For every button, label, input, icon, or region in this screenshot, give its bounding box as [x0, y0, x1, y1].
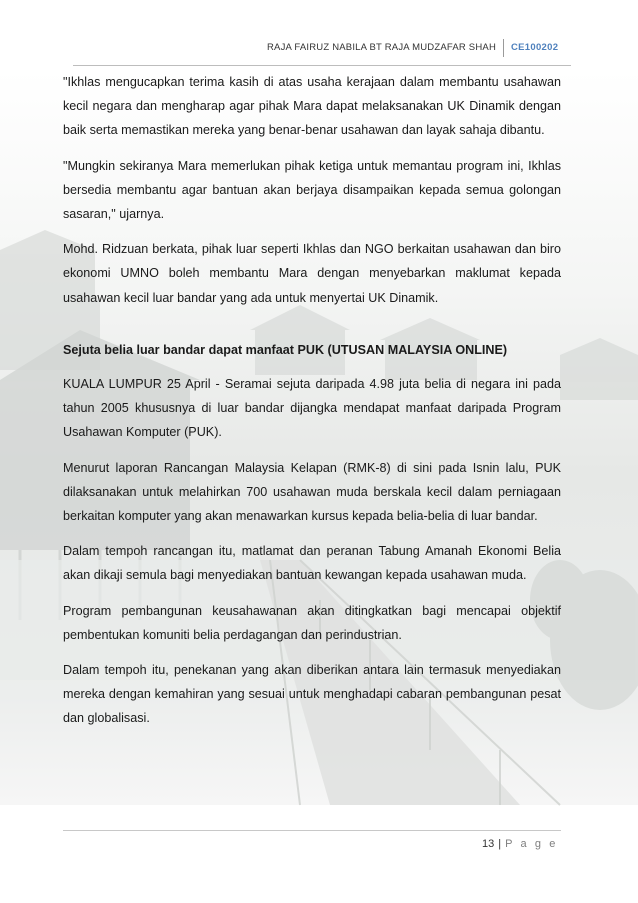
paragraph: KUALA LUMPUR 25 April - Seramai sejuta daripada 4.98 juta belia di negara ini pada tahun 2005 khususnya di luar bandar dijangka mendapat manfaat daripada Program Usahawan Komputer (PUK). — [63, 377, 561, 440]
footer-separator: | — [498, 838, 502, 850]
article-body — [63, 70, 561, 742]
section-heading: Sejuta belia luar bandar dapat manfaat PUK (UTUSAN MALAYSIA ONLINE) — [63, 342, 508, 357]
paragraph: "Ikhlas mengucapkan terima kasih di atas usaha kerajaan dalam membantu usahawan kecil negara dan mengharap agar pihak Mara dapat melaksanakan UK Dinamik dengan baik serta memastikan mereka yang benar-benar usahawan dan layak sahaja dibantu. — [63, 75, 561, 138]
paragraph: Dalam tempoh itu, penekanan yang akan diberikan antara lain termasuk menyediakan mereka dengan kemahiran yang sesuai untuk menghadapi cabaran pembangunan pesat dan globalisasi. — [63, 663, 561, 726]
paragraph: Mohd. Ridzuan berkata, pihak luar seperti Ikhlas dan NGO berkaitan usahawan dan biro ekonomi UMNO boleh membantu Mara dengan menyebarkan maklumat kepada usahawan kecil luar bandar yang ada untuk menyertai UK Dinamik. — [63, 242, 561, 305]
page-header — [0, 39, 638, 57]
page-footer — [482, 838, 558, 850]
paragraph: Menurut laporan Rancangan Malaysia Kelapan (RMK-8) di sini pada Isnin lalu, PUK dilaksanakan untuk melahirkan 700 usahawan muda berskala kecil dalam perniagaan berkaitan komputer yang akan menawarkan kursus kepada belia-belia di luar bandar. — [63, 460, 561, 524]
header-rule — [73, 65, 571, 66]
header-code: CE100202 — [511, 42, 559, 53]
paragraph: Dalam tempoh rancangan itu, matlamat dan peranan Tabung Amanah Ekonomi Belia akan dikaji semula bagi menyediakan bantuan kewangan kepada usahawan muda. — [63, 544, 561, 583]
page-number: 13 — [482, 838, 495, 850]
paragraph: "Mungkin sekiranya Mara memerlukan pihak ketiga untuk memantau program ini, Ikhlas bersedia membantu agar bantuan akan berjaya disampaikan kepada semua golongan sasaran," ujarnya. — [63, 158, 561, 222]
header-divider — [503, 39, 504, 57]
paragraph: Program pembangunan keusahawanan akan ditingkatkan bagi mencapai objektif pembentukan komuniti belia perdagangan dan perindustrian. — [63, 603, 561, 642]
header-author: RAJA FAIRUZ NABILA BT RAJA MUDZAFAR SHAH — [266, 42, 496, 53]
footer-rule — [63, 830, 561, 831]
page-label: P a g e — [505, 838, 558, 850]
